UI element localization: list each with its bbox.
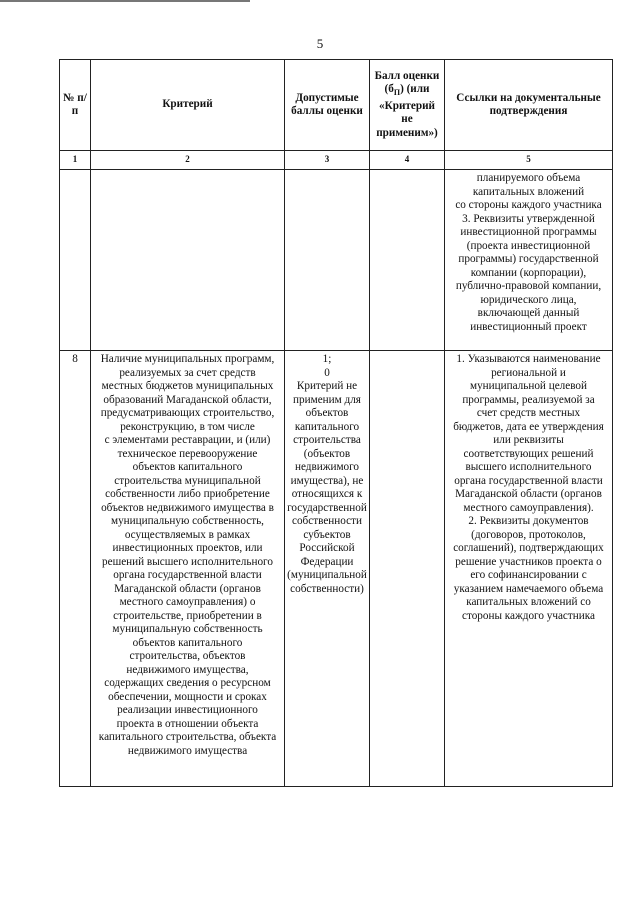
text-line: компании (корпорации), [470,266,587,279]
header-score-line: Балл оценки [374,69,440,82]
text-line: собственности либо приобретение [105,488,270,500]
header-criterion: Критерий [91,60,285,151]
continuation-scores-cell [285,170,370,351]
text-line: капитального строительства, объекта [98,731,277,743]
text-line: стороны каждого участника [462,609,595,622]
text-line: 1; [322,353,332,365]
continuation-num-cell [60,170,91,351]
text-line: (проекта инвестиционной [466,239,591,252]
header-score-line: «Критерий [379,99,435,112]
continuation-row [60,170,613,351]
continuation-criterion-cell [91,170,285,351]
text-line: (муниципальной [287,569,367,581]
text-line: предусматривающих строительство, [100,407,275,419]
text-line: юридического лица, [480,293,577,306]
column-number: 4 [370,151,445,170]
column-number: 2 [91,151,285,170]
text-line: программы, реализуемой за [462,393,595,406]
text-line: проекта в отношении объекта [116,717,259,730]
text-line: образований Магаданской области, [103,393,272,406]
header-score-line: $(б_П)$ (или [384,83,430,98]
text-line: 2. Реквизиты документов [468,515,589,527]
text-line: 0 [324,366,330,379]
text-line: капитального [294,420,360,433]
text-line: местных бюджетов муниципальных [101,380,274,392]
text-line: муниципальную собственность [112,623,263,635]
text-line: органа государственной власти [113,569,262,581]
text-line: имущества), не [290,474,364,487]
text-line: техническое перевооружение [117,447,258,460]
text-line: недвижимого имущества, [126,663,249,676]
scan-edge-line [0,0,250,2]
text-line: Российской [299,542,355,554]
text-line: Критерий не [296,380,358,392]
text-line: государственной [287,501,367,514]
text-line: (договоров, протоколов, [471,528,586,541]
text-line: реализации инвестиционного [117,704,258,716]
table-row-8 [60,351,613,787]
continuation-links-cell [445,170,613,351]
row-number: 8 [60,351,91,787]
text-line: Магаданской области (органов [114,582,261,595]
text-line: объектов [305,407,349,419]
header-row [60,60,613,151]
column-number: 1 [60,151,91,170]
text-line: недвижимого [294,461,360,473]
text-line: или реквизиты [493,434,564,446]
text-line: субъектов [303,528,351,541]
column-number: 5 [445,151,613,170]
text-line: объектов капитального [132,461,243,473]
text-line: высшего исполнительного [465,461,592,473]
text-line: осуществляемых в рамках [124,528,251,541]
header-num: № п/п [60,60,91,151]
header-allowed-scores: Допустимые баллы оценки [285,60,370,151]
text-line: программы) государственной [458,253,599,265]
text-line: собственности) [290,582,364,595]
text-line: Магаданской области (органов [455,488,602,500]
text-line: содержащих сведения о ресурсном [104,677,271,689]
text-line: счет средств местных [476,407,581,419]
text-line: строительства муниципальной [114,474,261,487]
text-line: публично-правовой компании, [455,280,602,292]
text-line: указанием намечаемого объема [453,582,604,595]
text-line: региональной и [491,366,566,379]
text-line: инвестиционной программы [460,226,597,238]
text-line: инвестиционный проект [470,320,587,333]
column-number: 3 [285,151,370,170]
text-line: местного самоуправления). [463,501,594,514]
text-line: бюджетов, дата ее утверждения [453,420,604,433]
text-line: со стороны каждого участника [455,199,602,211]
text-line: реконструкцию, в том числе [120,420,255,433]
text-line: соглашений), подтверждающих [453,542,604,554]
text-line: местного самоуправления) о [119,596,256,608]
text-line: инвестиционных проектов, или [112,542,263,554]
text-line: муниципальной целевой [469,380,587,392]
continuation-score-cell [370,170,445,351]
criteria-table [59,59,613,787]
text-line: соответствующих решений [463,447,594,460]
text-line: с элементами реставрации, и (или) [104,434,271,446]
text-line: включающей данный [477,307,580,319]
allowed-scores-cell [285,351,370,787]
text-line: Наличие муниципальных программ, [100,353,275,365]
text-line: строительства, объектов [129,650,246,662]
text-line: собственности [292,515,362,527]
text-line: Федерации [300,555,354,568]
text-line: решений высшего исполнительного [102,555,273,568]
text-line: строительстве, приобретении в [113,609,262,622]
text-line: органа государственной власти [454,474,603,487]
text-line: объектов недвижимого имущества в [101,501,274,514]
text-line: решение участников проекта о [455,555,602,568]
text-line: муниципальную собственность, [111,515,264,527]
text-line: 1. Указываются наименование [456,353,601,365]
text-line: недвижимого имущества [127,744,248,757]
text-line: планируемого объема [476,172,581,184]
text-line: капитальных вложений [472,185,585,198]
header-score-line: не [401,113,413,126]
header-score-line: применим») [376,126,438,139]
text-line: реализуемых за счет средств [119,366,256,379]
text-line: относящихся к [291,488,363,500]
page-number: 5 [316,36,324,51]
header-links: Ссылки на документальные подтверждения [445,60,613,151]
header-score [370,60,445,151]
text-line: обеспечении, мощности и сроках [108,690,267,703]
text-line: (объектов [303,447,351,460]
links-cell [445,351,613,787]
text-line: объектов капитального [132,636,243,649]
text-line: капитальных вложений со [466,596,591,608]
text-line: применим для [293,393,361,406]
text-line: 3. Реквизиты утвержденной [462,212,595,225]
text-line: его софинансировании с [470,569,587,581]
text-line: строительства [293,434,361,446]
score-cell [370,351,445,787]
criterion-cell [91,351,285,787]
column-number-row [60,151,613,170]
